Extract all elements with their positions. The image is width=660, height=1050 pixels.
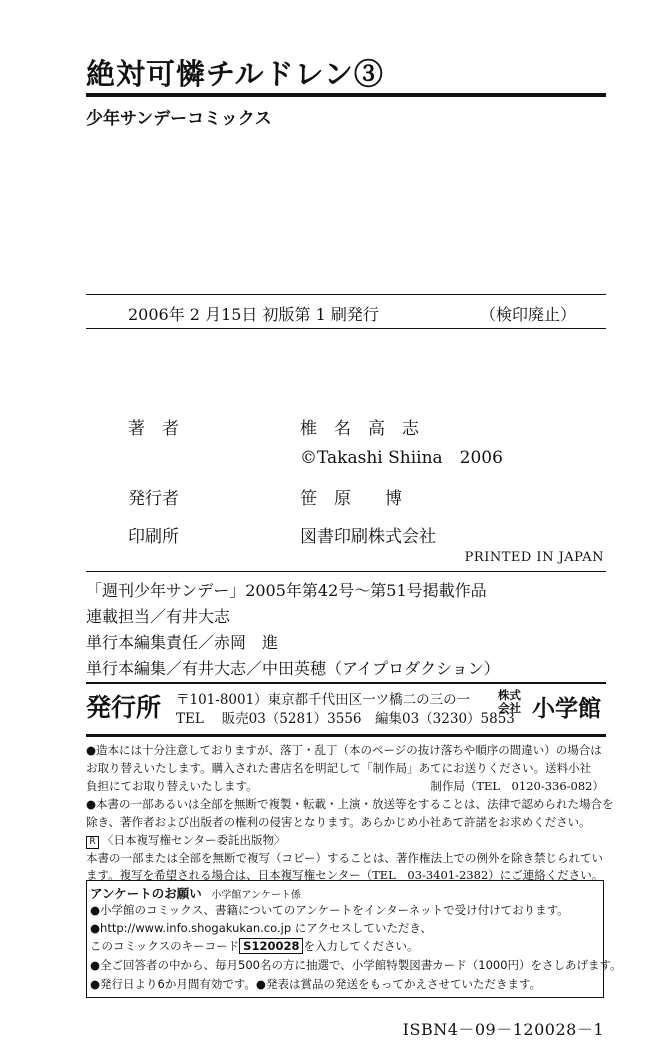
printer-label: 印刷所 — [128, 527, 179, 547]
publisher-rule-bottom — [86, 734, 606, 737]
notice-line-1: ●造本には十分注意しておりますが、落丁・乱丁（本のページの抜け落ちや順序の間違い）の場合は — [86, 743, 602, 757]
chief-editor-line: 単行本編集責任／赤岡 進 — [86, 633, 279, 652]
kabushiki-kaisha — [498, 689, 521, 715]
edition-rule-top — [86, 294, 606, 295]
title-rule — [86, 93, 606, 97]
printed-in-japan: PRINTED IN JAPAN — [464, 550, 604, 565]
issuer-name: 笹 原 博 — [300, 489, 402, 509]
survey-line-2: ●http://www.info.shogakukan.co.jp にアクセスしていただき、 — [90, 921, 432, 935]
publisher-name: 小学館 — [532, 696, 601, 722]
editor-line: 連載担当／有井大志 — [86, 607, 231, 626]
kabushiki-bottom: 会社 — [498, 701, 521, 715]
book-editor-line: 単行本編集／有井大志／中田英穂（アイプロダクション） — [86, 659, 500, 678]
notice-line-7: 本書の一部または全部を無断で複写（コピー）することは、著作権法上での例外を除き禁じられてい — [86, 851, 604, 865]
publisher-tel: TEL 販売03（5281）3556 編集03（3230）5853 — [176, 711, 515, 727]
notice-line-2: お取り替えいたします。購入された書店名を明記して「制作局」あてにお送りください。送料小社 — [86, 761, 592, 775]
survey-dept: 小学館アンケート係 — [211, 890, 301, 901]
isbn-number: ISBN4－09－120028－1 — [402, 1020, 604, 1039]
author-label: 著 者 — [128, 419, 179, 439]
publisher-rule-top — [86, 682, 606, 684]
key-code: S120028 — [239, 938, 303, 954]
notice-line-5: 除き、著作者および出版者の権利の侵害となります。あらかじめ小社あて許諾をお求めください。 — [86, 815, 591, 829]
issuer-label: 発行者 — [128, 489, 179, 509]
author-name: 椎 名 高 志 — [300, 419, 419, 439]
survey-title: アンケートのお願い — [90, 886, 202, 901]
serialization-line: 「週刊少年サンデー」2005年第42号〜第51号掲載作品 — [86, 581, 487, 600]
publisher-address: 〒101-8001）東京都千代田区一ツ橋二の三の一 — [176, 692, 471, 708]
notice-line-4: ●本書の一部あるいは全部を無断で複製・転載・上演・放送等をすることは、法律で認められた場合を — [86, 797, 614, 811]
seal-note: （検印廃止） — [480, 305, 577, 324]
rrr-mark-icon: R — [86, 836, 99, 849]
publisher-label: 発行所 — [86, 693, 162, 722]
kabushiki-top: 株式 — [498, 688, 521, 702]
production-contact: 制作局（TEL 0120-336-082） — [430, 779, 604, 793]
survey-code-suffix: を入力してください。 — [303, 939, 419, 953]
rrr-text: 〈日本複写権センター委託出版物〉 — [102, 833, 286, 847]
edition-rule-bottom — [86, 328, 606, 329]
notice-line-3: 負担にてお取り替えいたします。 — [86, 779, 258, 793]
survey-line-4: ●全ご回答者の中から、毎月500名の方に抽選で、小学館特製図書カード（1000円）をさしあげます。 — [90, 958, 622, 972]
credits-rule — [86, 571, 606, 572]
print-date: 2006年 2 月15日 初版第 1 刷発行 — [128, 305, 379, 324]
series-label: 少年サンデーコミックス — [86, 109, 272, 129]
book-title: 絶対可憐チルドレン③ — [86, 57, 384, 91]
printer-name: 図書印刷株式会社 — [300, 527, 436, 547]
copyright-line: ©Takashi Shiina 2006 — [300, 448, 503, 468]
survey-line-1: ●小学館のコミックス、書籍についてのアンケートをインターネットで受け付けております。 — [90, 903, 569, 917]
notice-line-8: ます。複写を希望される場合は、日本複写権センター（TEL 03-3401-2382）にご連絡ください。 — [86, 868, 604, 882]
survey-code-prefix: このコミックスのキーコード — [90, 939, 240, 953]
survey-line-3 — [90, 938, 418, 954]
notice-line-6 — [86, 832, 286, 849]
survey-line-5: ●発行日より6か月間有効です。●発表は賞品の発送をもってかえさせていただきます。 — [90, 977, 542, 991]
survey-title-row — [90, 884, 301, 902]
